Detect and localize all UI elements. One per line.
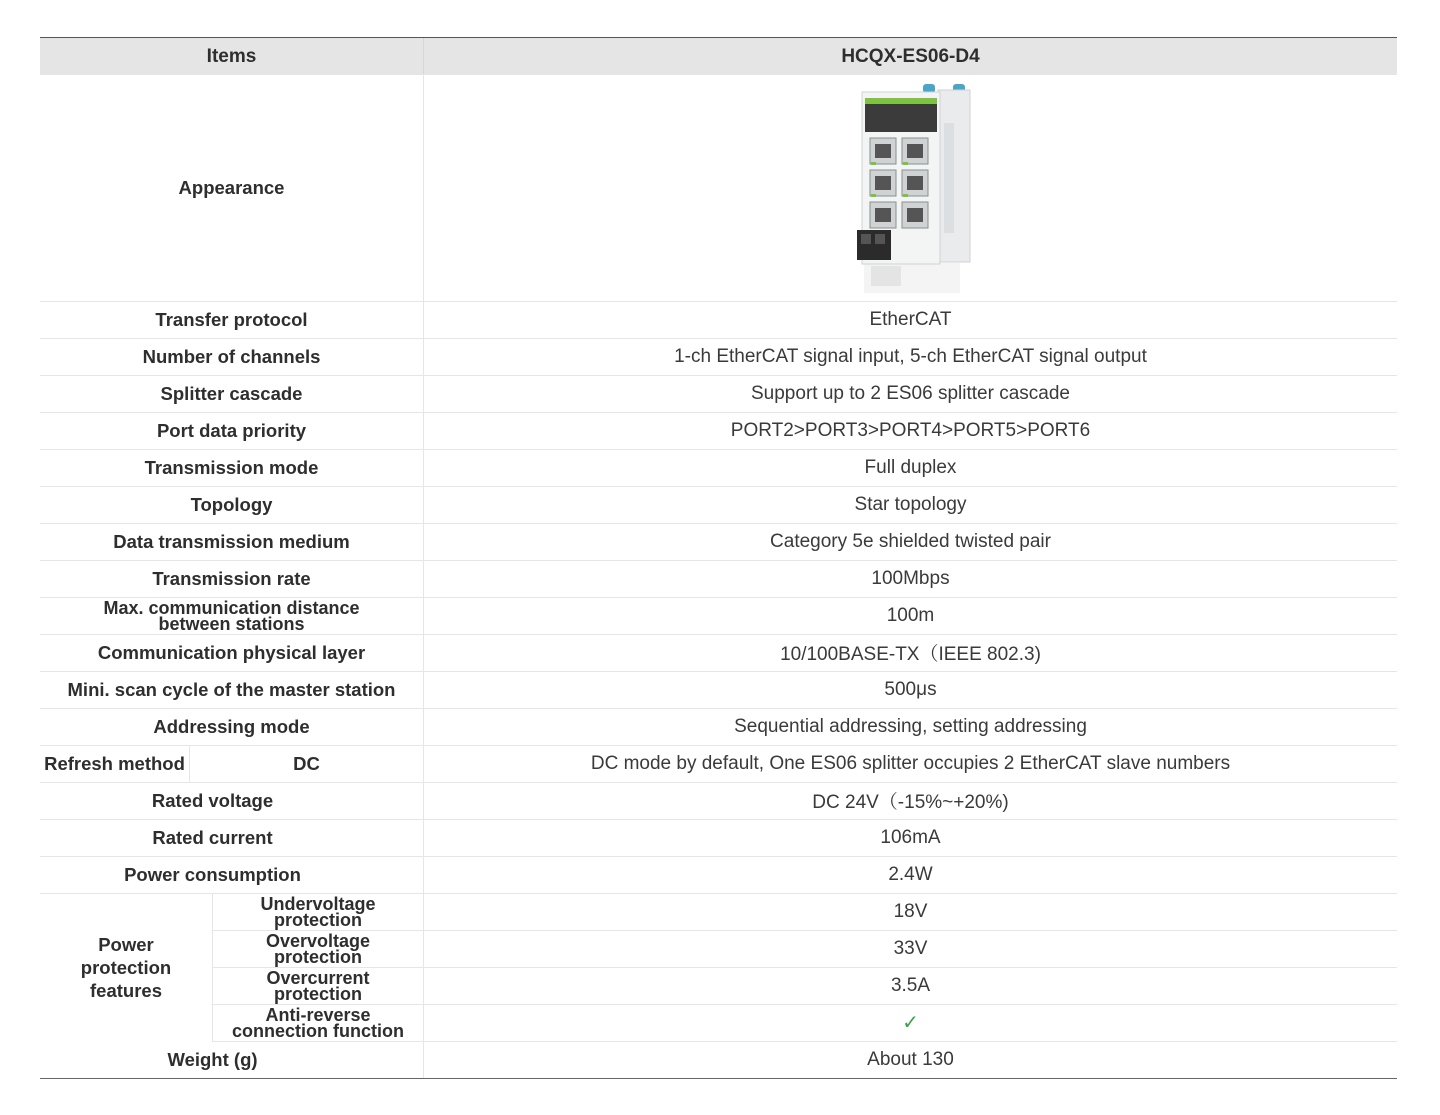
row-value: 1-ch EtherCAT signal input, 5-ch EtherCAT signal output: [423, 338, 1397, 375]
row-value: 10/100BASE-TX（IEEE 802.3): [423, 634, 1397, 671]
row-label: Port data priority: [156, 419, 307, 441]
table-row: [40, 819, 1397, 857]
row-label: [212, 893, 423, 930]
row-label: [40, 597, 423, 634]
row-label: Rated current: [152, 826, 273, 848]
row-label: Transmission rate: [152, 567, 311, 589]
row-label: Mini. scan cycle of the master station: [67, 678, 396, 700]
table-row: [40, 338, 1397, 376]
row-label: Splitter cascade: [160, 382, 303, 404]
row-value: 33V: [423, 930, 1397, 967]
row-label: Power consumption: [124, 863, 301, 885]
table-row: [40, 708, 1397, 746]
row-label: [212, 1004, 423, 1041]
product-image-cell: [423, 74, 1397, 301]
table-row: [40, 1041, 1397, 1078]
row-value: DC mode by default, One ES06 splitter occupies 2 EtherCAT slave numbers: [423, 745, 1397, 782]
table-row: [40, 634, 1397, 672]
row-label: Refresh method: [44, 752, 185, 774]
table-row: [40, 560, 1397, 598]
row-value: Support up to 2 ES06 splitter cascade: [423, 375, 1397, 412]
table-row: [40, 74, 1397, 302]
row-value: 106mA: [423, 819, 1397, 856]
table-row: [40, 597, 1397, 635]
row-value: 2.4W: [423, 856, 1397, 893]
group-label-line2: protection: [80, 956, 172, 978]
row-value: DC 24V（-15%~+20%): [423, 782, 1397, 819]
row-value: 18V: [423, 893, 1397, 930]
table-header: [40, 37, 1397, 75]
items-header: Items: [206, 45, 257, 67]
model-header: HCQX-ES06-D4: [423, 38, 1397, 75]
row-value: Star topology: [423, 486, 1397, 523]
table-row: [40, 301, 1397, 339]
check-icon: [423, 1004, 1397, 1041]
row-value: 100Mbps: [423, 560, 1397, 597]
row-value: PORT2>PORT3>PORT4>PORT5>PORT6: [423, 412, 1397, 449]
row-label: [212, 930, 423, 967]
row-value: Full duplex: [423, 449, 1397, 486]
check-mark: ✓: [902, 1012, 919, 1034]
table-row: [40, 412, 1397, 450]
row-sub-label: DC: [189, 745, 423, 782]
group-label-line3: features: [90, 979, 162, 1001]
label-line1: Overvoltage: [265, 930, 371, 951]
table-row: [40, 671, 1397, 709]
row-label: Communication physical layer: [97, 641, 366, 663]
row-label: Weight (g): [167, 1048, 258, 1070]
group-label-line1: Power: [98, 933, 154, 955]
table-row: [212, 930, 1397, 968]
row-label: Data transmission medium: [113, 530, 350, 552]
table-row: [212, 1004, 1397, 1042]
row-value: About 130: [423, 1041, 1397, 1078]
row-label-line2: between stations: [158, 613, 305, 634]
table-row: [212, 893, 1397, 931]
label-line1: Undervoltage: [260, 893, 376, 914]
label-line1: Anti-reverse: [265, 1004, 371, 1025]
row-value: EtherCAT: [423, 301, 1397, 338]
label-line1: Overcurrent: [266, 967, 370, 988]
table-row: [40, 375, 1397, 413]
table-row: [40, 745, 1397, 783]
row-label: Transmission mode: [144, 456, 319, 478]
row-value: 3.5A: [423, 967, 1397, 1004]
row-value: Sequential addressing, setting addressing: [423, 708, 1397, 745]
table-row: [40, 449, 1397, 487]
row-label: Rated voltage: [151, 789, 274, 811]
row-value: 100m: [423, 597, 1397, 634]
label-line2: protection: [274, 909, 362, 930]
label-line2: protection: [273, 946, 362, 967]
table-row: [40, 856, 1397, 894]
table-row: [40, 782, 1397, 820]
table-row: [212, 967, 1397, 1005]
row-label: Addressing mode: [153, 715, 310, 737]
power-protection-group-label: [40, 893, 212, 1041]
row-label-line1: Max. communication distance: [103, 597, 360, 618]
table-bottom-rule: [40, 1078, 1397, 1079]
row-label: Appearance: [178, 176, 285, 198]
row-label: Transfer protocol: [155, 308, 308, 330]
label-line2: protection: [273, 983, 362, 1004]
row-label: [212, 967, 423, 1004]
product-image: [841, 78, 981, 298]
row-label: Topology: [190, 493, 273, 515]
label-line2: connection function: [232, 1020, 404, 1041]
row-value: Category 5e shielded twisted pair: [423, 523, 1397, 560]
row-value: 500μs: [423, 671, 1397, 708]
row-label: Number of channels: [142, 345, 321, 367]
table-row: [40, 486, 1397, 524]
table-row: [40, 523, 1397, 561]
